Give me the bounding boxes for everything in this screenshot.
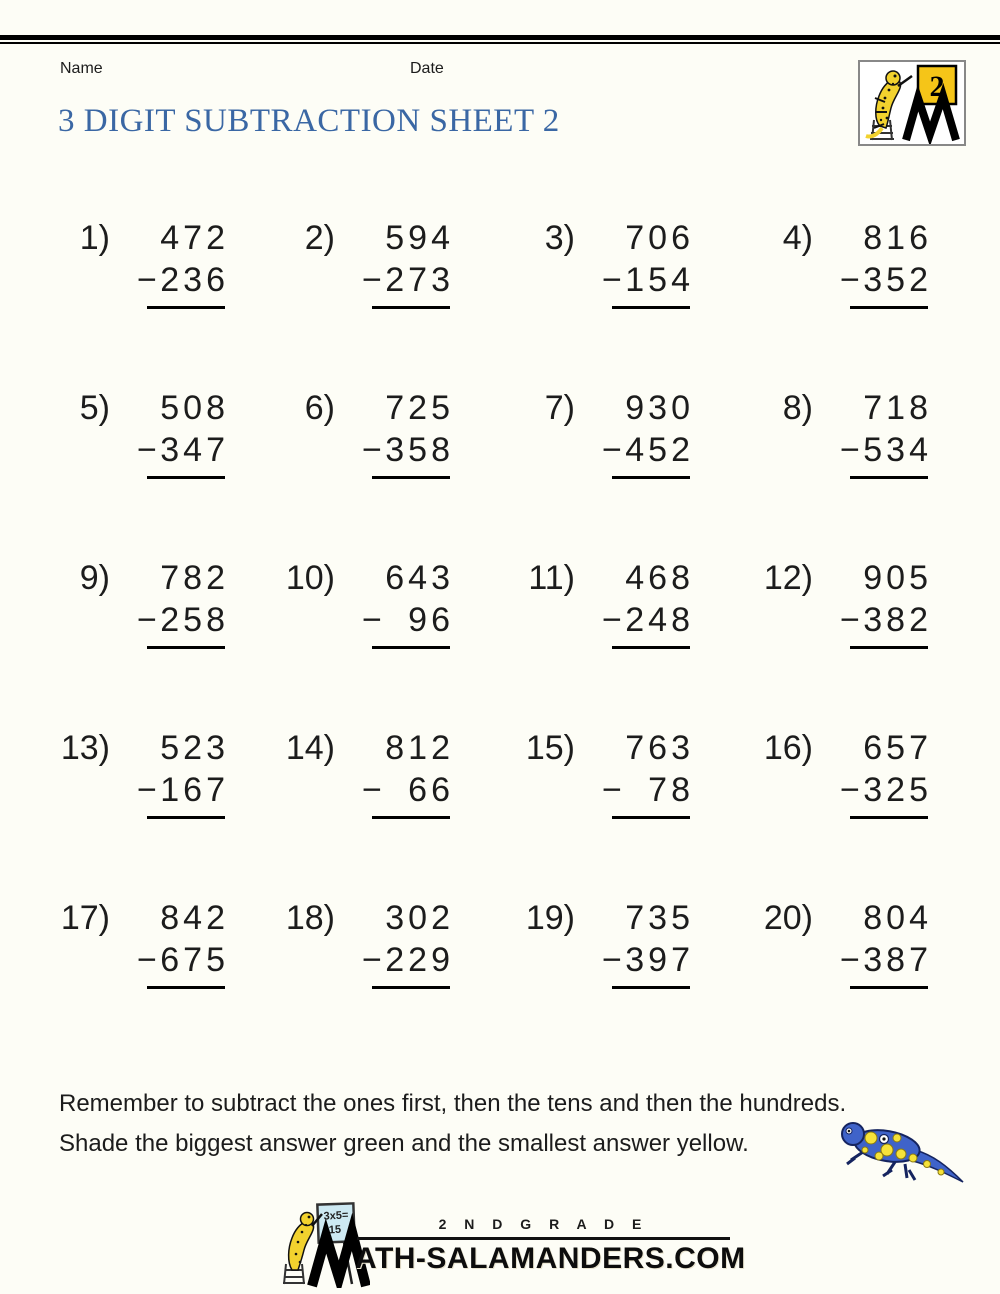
subtraction-problem-20 bbox=[753, 897, 933, 989]
subtrahend: 382 bbox=[863, 601, 932, 639]
answer-line bbox=[850, 986, 928, 989]
blue-salamander-icon bbox=[835, 1108, 970, 1190]
answer-line bbox=[147, 646, 225, 649]
footer bbox=[0, 1196, 1000, 1291]
problem-number: 7) bbox=[544, 389, 575, 427]
problem-number: 11) bbox=[528, 559, 575, 597]
subtraction-problem-12 bbox=[753, 557, 933, 649]
minus-sign: − bbox=[840, 261, 860, 299]
answer-line bbox=[372, 306, 450, 309]
subtrahend: 534 bbox=[863, 431, 932, 469]
minuend: 842 bbox=[160, 899, 229, 937]
footer-site-text: ATH-SALAMANDERS.COM bbox=[355, 1242, 746, 1275]
minus-sign: − bbox=[362, 601, 382, 639]
problem-number: 12) bbox=[763, 559, 813, 597]
problem-number: 14) bbox=[285, 729, 335, 767]
minus-sign: − bbox=[362, 431, 382, 469]
answer-line bbox=[372, 476, 450, 479]
subtraction-problem-16 bbox=[753, 727, 933, 819]
subtrahend: 236 bbox=[160, 261, 229, 299]
answer-line bbox=[372, 816, 450, 819]
answer-line bbox=[612, 306, 690, 309]
subtrahend: 358 bbox=[385, 431, 454, 469]
minus-sign: − bbox=[602, 771, 622, 809]
minus-sign: − bbox=[137, 261, 157, 299]
subtrahend: 273 bbox=[385, 261, 454, 299]
answer-line bbox=[612, 986, 690, 989]
math-salamanders-grade-logo bbox=[858, 60, 966, 146]
minus-sign: − bbox=[602, 941, 622, 979]
minus-sign: − bbox=[362, 941, 382, 979]
minus-sign: − bbox=[362, 771, 382, 809]
subtraction-problem-8 bbox=[753, 387, 933, 479]
minus-sign: − bbox=[840, 941, 860, 979]
minuend: 302 bbox=[385, 899, 454, 937]
board-equation: 3x5= bbox=[323, 1209, 349, 1223]
subtrahend: 397 bbox=[625, 941, 694, 979]
minuend: 763 bbox=[625, 729, 694, 767]
answer-line bbox=[372, 986, 450, 989]
subtrahend: 387 bbox=[863, 941, 932, 979]
instruction-line-1: Remember to subtract the ones first, then the tens and then the hundreds. bbox=[59, 1090, 847, 1117]
minuend: 468 bbox=[625, 559, 694, 597]
answer-line bbox=[612, 476, 690, 479]
answer-line bbox=[372, 646, 450, 649]
salamander-grade-logo-icon bbox=[860, 62, 964, 144]
subtrahend: 452 bbox=[625, 431, 694, 469]
board-answer: 15 bbox=[328, 1223, 342, 1237]
minus-sign: − bbox=[602, 431, 622, 469]
minus-sign: − bbox=[840, 431, 860, 469]
minus-sign: − bbox=[602, 601, 622, 639]
instructions bbox=[59, 1084, 919, 1164]
problem-number: 17) bbox=[60, 899, 110, 937]
problem-number: 2) bbox=[304, 219, 335, 257]
minus-sign: − bbox=[362, 261, 382, 299]
minus-sign: − bbox=[840, 601, 860, 639]
problem-number: 19) bbox=[525, 899, 575, 937]
minus-sign: − bbox=[137, 601, 157, 639]
page-title: 3 DIGIT SUBTRACTION SHEET 2 bbox=[58, 103, 560, 139]
answer-line bbox=[147, 476, 225, 479]
footer-rule bbox=[357, 1237, 730, 1240]
subtrahend: 78 bbox=[648, 771, 694, 809]
top-rule-thin bbox=[0, 42, 1000, 44]
problem-number: 10) bbox=[285, 559, 335, 597]
top-rule-thick bbox=[0, 35, 1000, 40]
minuend: 930 bbox=[625, 389, 694, 427]
subtrahend: 167 bbox=[160, 771, 229, 809]
minuend: 508 bbox=[160, 389, 229, 427]
answer-line bbox=[612, 646, 690, 649]
subtraction-problem-5 bbox=[50, 387, 275, 479]
problem-number: 9) bbox=[79, 559, 110, 597]
subtrahend: 96 bbox=[408, 601, 454, 639]
answer-line bbox=[850, 816, 928, 819]
subtrahend: 66 bbox=[408, 771, 454, 809]
minuend: 472 bbox=[160, 219, 229, 257]
minuend: 657 bbox=[863, 729, 932, 767]
problem-number: 4) bbox=[782, 219, 813, 257]
problems-grid bbox=[50, 217, 933, 989]
problem-number: 8) bbox=[782, 389, 813, 427]
subtraction-problem-2 bbox=[275, 217, 515, 309]
subtraction-problem-18 bbox=[275, 897, 515, 989]
minuend: 816 bbox=[863, 219, 932, 257]
subtrahend: 258 bbox=[160, 601, 229, 639]
answer-line bbox=[850, 306, 928, 309]
minuend: 812 bbox=[385, 729, 454, 767]
subtraction-problem-15 bbox=[515, 727, 753, 819]
subtraction-problem-17 bbox=[50, 897, 275, 989]
subtrahend: 352 bbox=[863, 261, 932, 299]
answer-line bbox=[147, 816, 225, 819]
problem-number: 15) bbox=[525, 729, 575, 767]
minuend: 725 bbox=[385, 389, 454, 427]
minus-sign: − bbox=[137, 431, 157, 469]
problem-number: 18) bbox=[285, 899, 335, 937]
footer-grade-text: 2 N D G R A D E bbox=[438, 1216, 649, 1232]
subtrahend: 325 bbox=[863, 771, 932, 809]
minuend: 523 bbox=[160, 729, 229, 767]
subtraction-problem-9 bbox=[50, 557, 275, 649]
minus-sign: − bbox=[137, 771, 157, 809]
problem-number: 5) bbox=[79, 389, 110, 427]
minuend: 706 bbox=[625, 219, 694, 257]
subtraction-problem-1 bbox=[50, 217, 275, 309]
date-label: Date bbox=[410, 60, 444, 77]
subtraction-problem-13 bbox=[50, 727, 275, 819]
subtrahend: 229 bbox=[385, 941, 454, 979]
minuend: 594 bbox=[385, 219, 454, 257]
grade-number: 2 bbox=[929, 70, 945, 103]
subtraction-problem-19 bbox=[515, 897, 753, 989]
minus-sign: − bbox=[840, 771, 860, 809]
problem-number: 1) bbox=[79, 219, 110, 257]
subtrahend: 154 bbox=[625, 261, 694, 299]
problem-number: 13) bbox=[60, 729, 110, 767]
name-label: Name bbox=[60, 60, 103, 77]
minus-sign: − bbox=[602, 261, 622, 299]
problem-number: 16) bbox=[763, 729, 813, 767]
minuend: 643 bbox=[385, 559, 454, 597]
minuend: 804 bbox=[863, 899, 932, 937]
subtraction-problem-3 bbox=[515, 217, 753, 309]
answer-line bbox=[612, 816, 690, 819]
answer-line bbox=[147, 306, 225, 309]
minuend: 735 bbox=[625, 899, 694, 937]
answer-line bbox=[147, 986, 225, 989]
instruction-line-2: Shade the biggest answer green and the smallest answer yellow. bbox=[59, 1130, 749, 1157]
minuend: 905 bbox=[863, 559, 932, 597]
problem-number: 3) bbox=[544, 219, 575, 257]
answer-line bbox=[850, 476, 928, 479]
minuend: 782 bbox=[160, 559, 229, 597]
subtrahend: 248 bbox=[625, 601, 694, 639]
subtraction-problem-4 bbox=[753, 217, 933, 309]
subtraction-problem-6 bbox=[275, 387, 515, 479]
subtraction-problem-7 bbox=[515, 387, 753, 479]
problem-number: 6) bbox=[304, 389, 335, 427]
subtraction-problem-10 bbox=[275, 557, 515, 649]
answer-line bbox=[850, 646, 928, 649]
subtrahend: 347 bbox=[160, 431, 229, 469]
minus-sign: − bbox=[137, 941, 157, 979]
subtraction-problem-11 bbox=[515, 557, 753, 649]
problem-number: 20) bbox=[763, 899, 813, 937]
subtrahend: 675 bbox=[160, 941, 229, 979]
subtraction-problem-14 bbox=[275, 727, 515, 819]
minuend: 718 bbox=[863, 389, 932, 427]
